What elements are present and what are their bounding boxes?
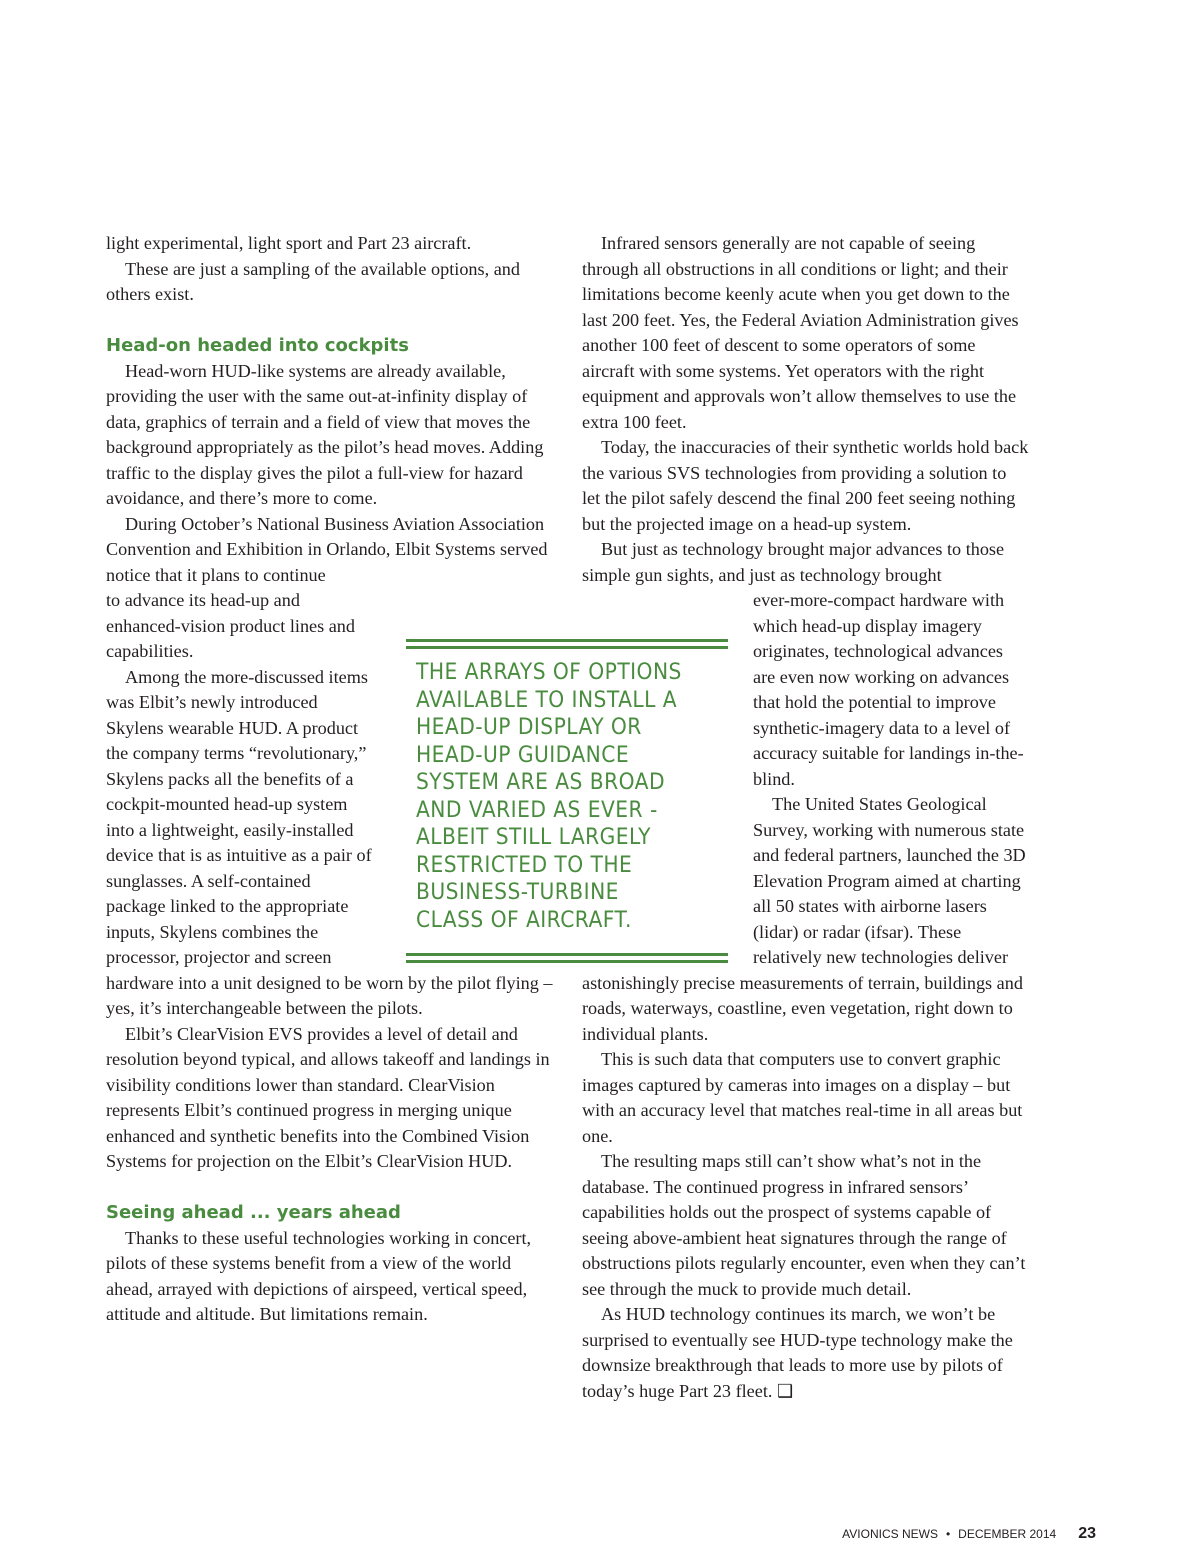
pull-quote-text: THE ARRAYS OF OPTIONS AVAILABLE TO INSTALL A HEAD-UP DISPLAY OR HEAD-UP GUIDANCE SYSTEM ARE AS BROAD AND VARIED AS EVER - ALBEIT STILL LARGELY RESTRICTED TO THE BUSINESS-TURBINE CLASS OF AIRCRAFT. bbox=[416, 659, 682, 933]
body-paragraph: Elbit’s ClearVision EVS provides a level of detail and resolution beyond typical, and allows takeoff and landings in visibility conditions lower than standard. ClearVision represents Elbit’s continued progress in merging unique enhanced and synthetic benefits into the Combined Vision Systems for projection on the Elbit’s ClearVision HUD. bbox=[106, 1023, 550, 1171]
section-heading: Head-on headed into cockpits bbox=[106, 335, 409, 356]
page-number: 23 bbox=[1078, 1525, 1096, 1542]
body-paragraph: Infrared sensors generally are not capable of seeing through all obstructions in all conditions or light; and their limitations become keenly acute when you get down to the last 200 feet. Yes, the Federal Aviation Administration gives another 100 feet of descent to some operators of some aircraft with some systems. Yet operators with the right equipment and approvals won’t allow themselves to use the extra 100 feet. bbox=[582, 233, 1019, 432]
pull-quote-bottom-rule bbox=[406, 953, 728, 963]
body-paragraph: As HUD technology continues its march, we won’t be surprised to eventually see HUD-type technology make the downsize breakthrough that leads to more use by pilots of today’s huge Part 23 fleet. ❑ bbox=[582, 1304, 1013, 1401]
footer-separator: • bbox=[945, 1527, 951, 1541]
body-paragraph: During October’s National Business Aviation Association Convention and Exhibition in Orlando, Elbit Systems served notice that it plans to continue bbox=[106, 513, 548, 585]
body-paragraph: light experimental, light sport and Part 23 aircraft. bbox=[106, 233, 472, 253]
section-heading: Seeing ahead ... years ahead bbox=[106, 1202, 401, 1223]
body-paragraph: to advance its head-up and enhanced-vision product lines and capabilities. bbox=[106, 590, 355, 661]
pull-quote-top-rule bbox=[406, 639, 728, 649]
issue-date: DECEMBER 2014 bbox=[958, 1527, 1057, 1541]
body-paragraph: The United States Geological Survey, working with numerous state and federal partners, launched the 3D Elevation Program aimed at charting all 50 states with airborne lasers (lidar) or radar (ifsar). These relatively new technologies deliver astonishingly precise measurements of terrain, buildings and roads, waterways, coastline, even vegetation, right down to individual plants. bbox=[582, 794, 1026, 1044]
section-spacer bbox=[106, 308, 553, 334]
body-paragraph: But just as technology brought major advances to those simple gun sights, and just as technology brought bbox=[582, 539, 1005, 585]
body-paragraph: Thanks to these useful technologies working in concert, pilots of these systems benefit from a view of the world ahead, arrayed with depictions of airspeed, vertical speed, attitude and altitude. But limitations remain. bbox=[106, 1227, 532, 1324]
body-paragraph: The resulting maps still can’t show what’s not in the database. The continued progress in infrared sensors’ capabilities holds out the prospect of systems capable of seeing above-ambient heat signatures through the range of obstructions pilots regularly encounter, even when they can’t see through the muck to provide much detail. bbox=[582, 1151, 1026, 1299]
body-paragraph: This is such data that computers use to convert graphic images captured by cameras into images on a display – but with an accuracy level that matches real-time in all areas but one. bbox=[582, 1049, 1023, 1146]
body-paragraph: Head-worn HUD-like systems are already available, providing the user with the same out-at-infinity display of data, graphics of terrain and a field of view that moves the background appropriately as the pilot’s head moves. Adding traffic to the display gives the pilot a full-view for hazard avoidance, and there’s more to come. bbox=[106, 360, 544, 508]
page-footer bbox=[842, 1525, 1096, 1543]
section-spacer bbox=[106, 1175, 553, 1201]
publication-name: AVIONICS NEWS bbox=[842, 1527, 938, 1541]
body-paragraph: Among the more-discussed items was Elbit’s newly introduced Skylens wearable HUD. A product the company terms “revolutionary,” Skylens packs all the benefits of a cockpit-mounted head-up system into a lightweight, easily-installed device that is as intuitive as a pair of sunglasses. A self-contained package linked to the appropriate inputs, Skylens combines the processor, projector and screen hardware into a unit designed to be worn by the pilot flying – yes, it’s interchangeable between the pilots. bbox=[106, 666, 553, 1018]
body-paragraph: ever-more-compact hardware with which head-up display imagery originates, technological advances are even now working on advances that hold the potential to improve synthetic-imagery data to a level of accuracy suitable for landings in-the-blind. bbox=[753, 590, 1024, 789]
body-paragraph: Today, the inaccuracies of their synthetic worlds hold back the various SVS technologies from providing a solution to let the pilot safely descend the final 200 feet seeing nothing but the projected image on a head-up system. bbox=[582, 437, 1029, 534]
body-paragraph: These are just a sampling of the available options, and others exist. bbox=[106, 258, 520, 304]
pull-quote bbox=[406, 639, 728, 963]
